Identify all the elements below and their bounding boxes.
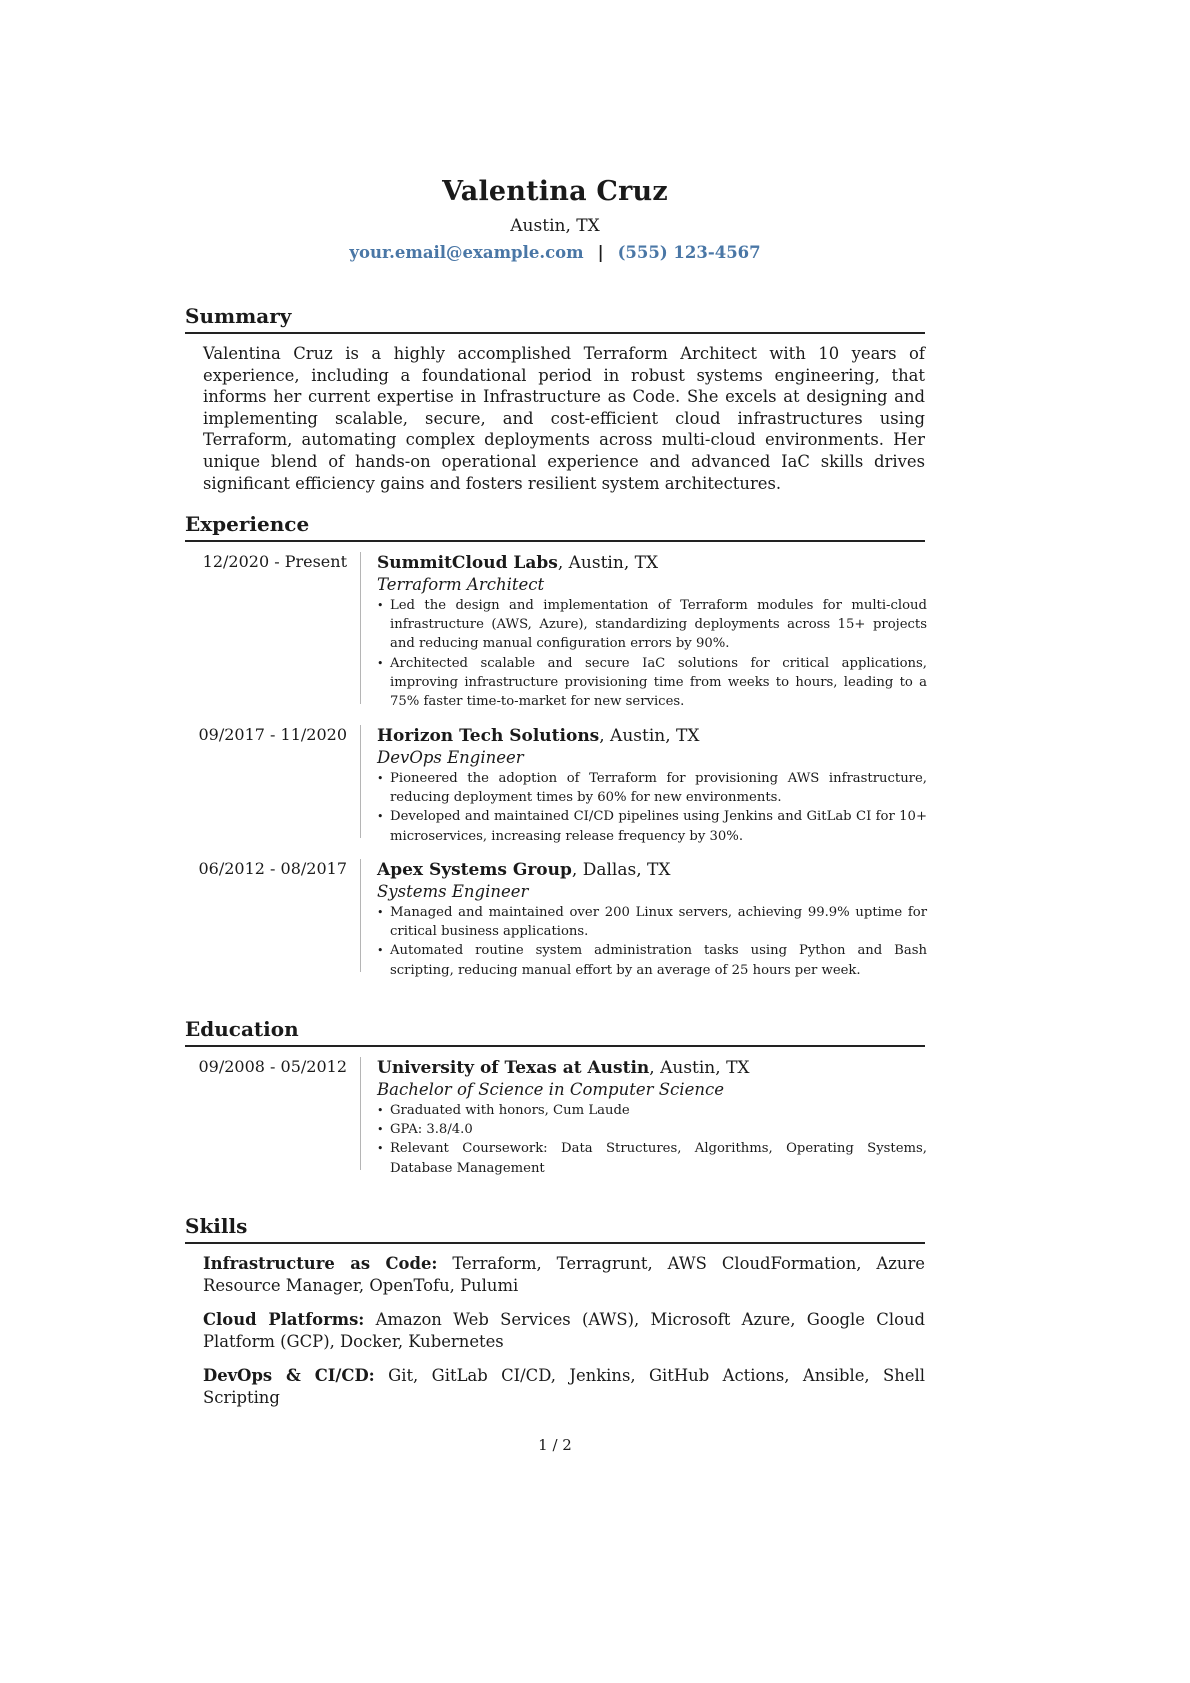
skill-row	[203, 1365, 925, 1408]
entry-org-line	[377, 725, 927, 747]
entry-org: Apex Systems Group	[377, 860, 572, 880]
list-item: • Relevant Coursework: Data Structures, Algorithms, Operating Systems, Database Management	[377, 1139, 927, 1177]
skill-value: Terraform, Terragrunt, AWS CloudFormation, Azure Resource Manager, OpenTofu, Pulumi	[203, 1254, 925, 1295]
entry-bullets	[377, 596, 927, 711]
skill-row	[203, 1253, 925, 1296]
entry-body	[377, 725, 927, 846]
entry-location: , Austin, TX	[557, 553, 659, 573]
entry-bullets	[377, 1101, 927, 1178]
summary-text: Valentina Cruz is a highly accomplished Terraform Architect with 10 years of experience, including a foundational period in robust systems engineering, that informs her current expertise in Infrastructure as Code. She excels at designing and implementing scalable, secure, and cost-efficient cloud infrastructures using Terraform, automating complex deployments across multi-cloud environments. Her unique blend of hands-on operational experience and advanced IaC skills drives significant efficiency gains and fosters resilient system architectures.	[203, 344, 925, 493]
entry-date: 12/2020 - Present	[202, 552, 347, 571]
entry-bullets	[377, 769, 927, 846]
entry-date: 06/2012 - 08/2017	[198, 859, 347, 878]
entry-location: , Austin, TX	[599, 726, 700, 746]
list-item: • Managed and maintained over 200 Linux servers, achieving 99.9% uptime for critical business applications.	[377, 903, 927, 941]
list-item: • Automated routine system administration tasks using Python and Bash scripting, reducing manual effort by an average of 25 hours per week.	[377, 941, 927, 979]
list-item: • Architected scalable and secure IaC solutions for critical applications, improving infrastructure provisioning time from weeks to hours, leading to a 75% faster time-to-market for new services.	[377, 654, 927, 712]
entry-divider	[360, 1057, 361, 1170]
entry-body	[377, 859, 927, 980]
contact-line	[0, 243, 1110, 262]
page-number: 1 / 2	[538, 1436, 572, 1454]
candidate-location: Austin, TX	[510, 216, 600, 236]
candidate-name: Valentina Cruz	[442, 176, 668, 207]
entry-body	[377, 552, 927, 711]
entry-role: Bachelor of Science in Computer Science	[377, 1080, 724, 1099]
skill-label: DevOps & CI/CD:	[203, 1366, 375, 1385]
entry-org: University of Texas at Austin	[377, 1058, 650, 1078]
summary-divider	[185, 332, 925, 334]
entry-role: Systems Engineer	[377, 882, 529, 901]
list-item: • Developed and maintained CI/CD pipelines using Jenkins and GitLab CI for 10+ microservices, increasing release frequency by 30%.	[377, 807, 927, 845]
entry-date: 09/2008 - 05/2012	[198, 1057, 347, 1076]
skill-value: Git, GitLab CI/CD, Jenkins, GitHub Actions, Ansible, Shell Scripting	[203, 1366, 925, 1407]
phone-link[interactable]: (555) 123-4567	[617, 243, 761, 262]
list-item: • Pioneered the adoption of Terraform for provisioning AWS infrastructure, reducing deployment times by 60% for new environments.	[377, 769, 927, 807]
entry-divider	[360, 552, 361, 704]
education-heading: Education	[185, 1017, 299, 1041]
entry-org-line	[377, 1057, 927, 1079]
summary-heading: Summary	[185, 304, 292, 328]
entry-org-line	[377, 859, 927, 881]
entry-org: SummitCloud Labs	[377, 553, 558, 573]
list-item: • Led the design and implementation of Terraform modules for multi-cloud infrastructure (AWS, Azure), standardizing deployments across 15+ projects and reducing manual configuration errors by 90%.	[377, 596, 927, 654]
skill-label: Infrastructure as Code:	[203, 1254, 438, 1273]
entry-location: , Dallas, TX	[571, 860, 671, 880]
education-divider	[185, 1045, 925, 1047]
entry-location: , Austin, TX	[649, 1058, 750, 1078]
entry-org-line	[377, 552, 927, 574]
entry-body	[377, 1057, 927, 1178]
entry-bullets	[377, 903, 927, 980]
entry-divider	[360, 859, 361, 972]
skill-value: Amazon Web Services (AWS), Microsoft Azure, Google Cloud Platform (GCP), Docker, Kubernetes	[203, 1310, 925, 1351]
entry-date: 09/2017 - 11/2020	[198, 725, 347, 744]
entry-role: DevOps Engineer	[377, 748, 524, 767]
entry-divider	[360, 725, 361, 838]
skill-row	[203, 1309, 925, 1352]
list-item: • GPA: 3.8/4.0	[377, 1120, 927, 1139]
experience-heading: Experience	[185, 512, 310, 536]
list-item: • Graduated with honors, Cum Laude	[377, 1101, 927, 1120]
entry-role: Terraform Architect	[377, 575, 545, 594]
experience-divider	[185, 540, 925, 542]
entry-org: Horizon Tech Solutions	[377, 726, 600, 746]
skills-heading: Skills	[185, 1214, 248, 1238]
email-link[interactable]: your.email@example.com	[349, 243, 584, 262]
contact-separator: |	[597, 243, 604, 262]
skills-divider	[185, 1242, 925, 1244]
skill-label: Cloud Platforms:	[203, 1310, 365, 1329]
